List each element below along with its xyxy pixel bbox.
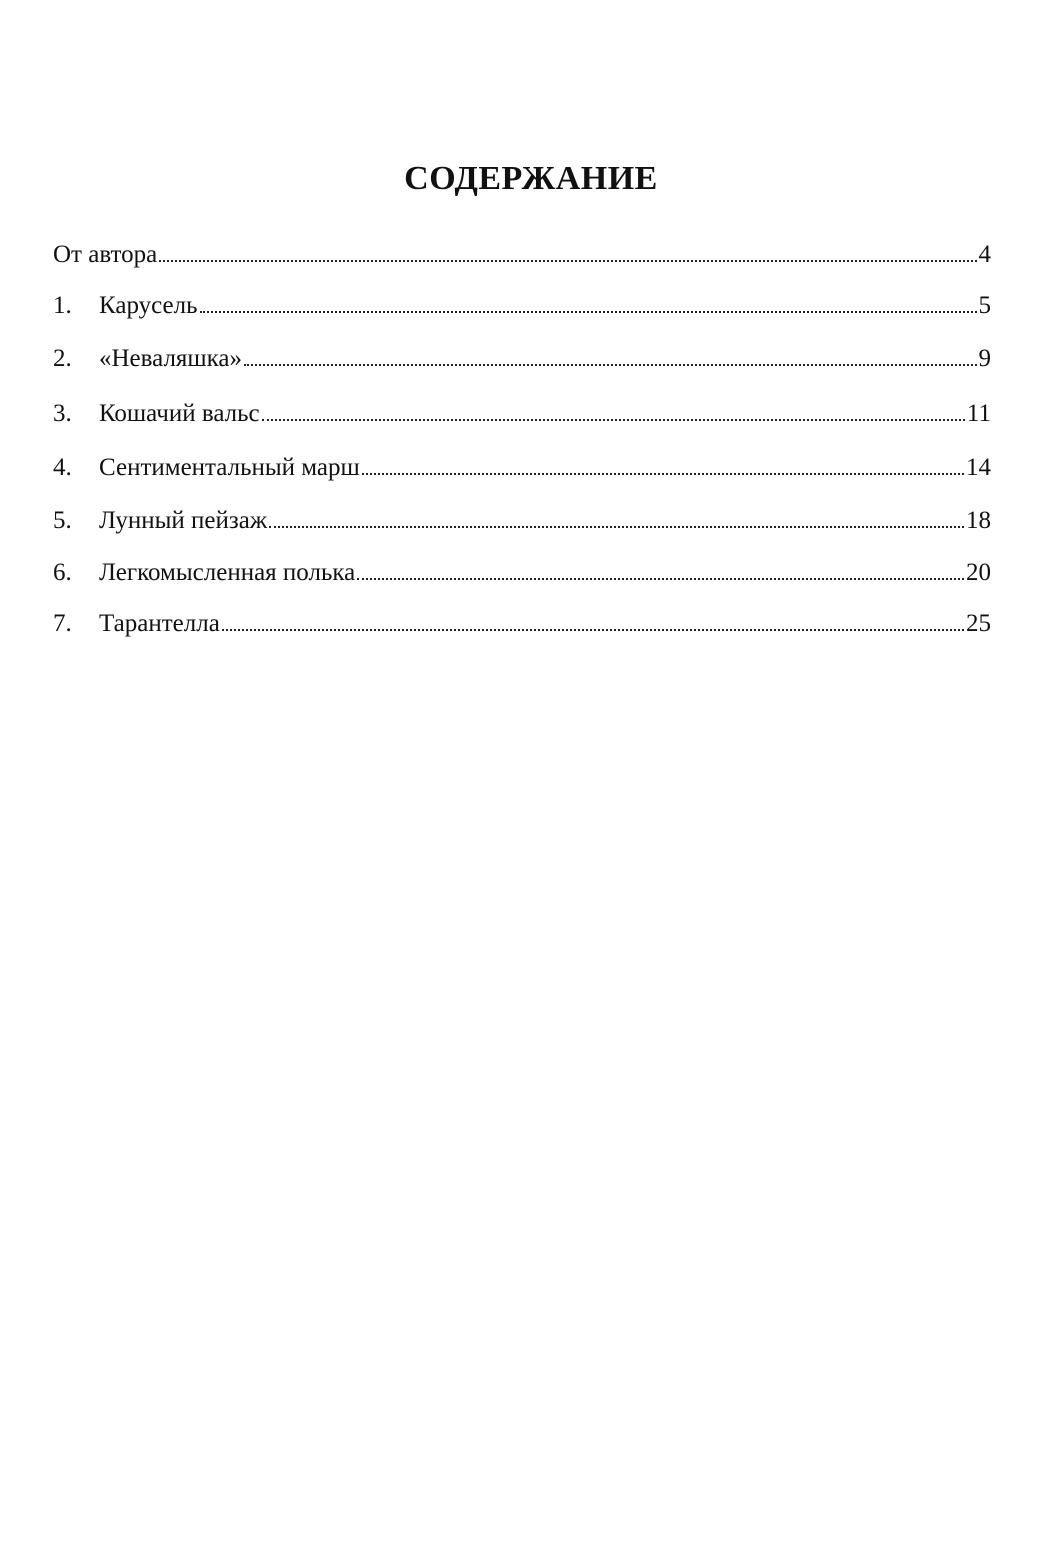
dot-leader [159,240,976,262]
dot-leader [269,506,964,528]
toc-entry-6[interactable] [53,558,991,588]
toc-entry-page: 4 [978,241,991,268]
toc-entry-number: 5. [53,507,72,534]
toc-entry-label: От автора [53,241,158,268]
dot-leader [200,291,977,313]
toc-entry-number: 3. [53,400,72,427]
toc-entry-1[interactable] [53,291,991,321]
toc-entry-label: Лунный пейзаж [99,507,268,534]
toc-entry-3[interactable] [53,399,991,429]
toc-entry-page: 14 [966,454,991,481]
toc-entry-number: 2. [53,345,72,372]
dot-leader [222,609,964,631]
dot-leader [244,344,976,366]
toc-entry-5[interactable] [53,506,991,536]
dot-leader [262,399,965,421]
page-title: СОДЕРЖАНИЕ [404,160,658,197]
toc-entry-page: 20 [966,559,991,586]
toc-entry-number: 6. [53,559,72,586]
toc-entry-page: 11 [966,400,991,427]
dot-leader [362,453,964,475]
toc-entry-page: 25 [966,610,991,637]
toc-entry-number: 1. [53,292,72,319]
toc-entry-number: 7. [53,610,72,637]
toc-entry-page: 18 [966,507,991,534]
dot-leader [357,558,964,580]
toc-entry-label: Сентиментальный марш [99,454,360,481]
toc-entry-from-author[interactable] [53,240,991,270]
toc-entry-label: Легкомысленная полька [99,559,356,586]
toc-entry-label: Тарантелла [99,610,220,637]
toc-entry-page: 5 [978,292,991,319]
toc-entry-label: Кошачий вальс [99,400,260,427]
toc-entry-label: Карусель [99,292,198,319]
toc-entry-2[interactable] [53,344,991,374]
toc-entry-page: 9 [978,345,991,372]
toc-entry-7[interactable] [53,609,991,639]
toc-entry-number: 4. [53,454,72,481]
toc-entry-label: «Неваляшка» [99,345,243,372]
toc-entry-4[interactable] [53,453,991,483]
